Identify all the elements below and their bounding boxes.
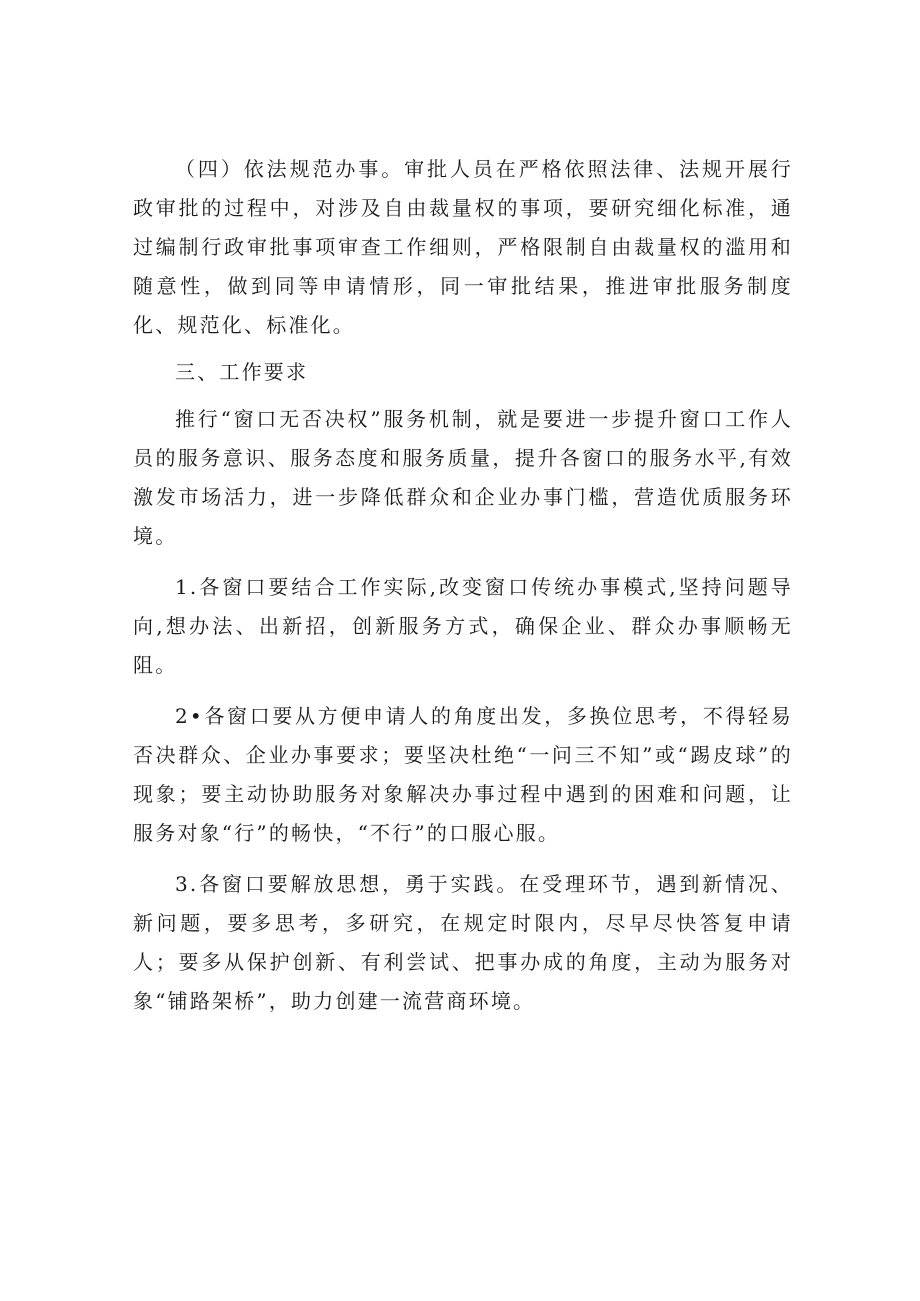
document-body [133, 150, 793, 1029]
paragraph-item-3: 3.各窗口要解放思想，勇于实践。在受理环节，遇到新情况、新问题，要多思考，多研究，在规定时限内，尽早尽快答复申请人；要多从保护创新、有利尝试、把事办成的角度，主动为服务对象“铺路架桥”，助力创建一流营商环境。 [133, 872, 793, 1013]
paragraph-item-1: 1.各窗口要结合工作实际,改变窗口传统办事模式,坚持问题导向,想办法、出新招，创新服务方式，确保企业、群众办事顺畅无阻。 [133, 575, 793, 677]
paragraph-section-four: （四）依法规范办事。审批人员在严格依照法律、法规开展行政审批的过程中，对涉及自由裁量权的事项，要研究细化标准，通过编制行政审批事项审查工作细则，严格限制自由裁量权的滥用和随意性，做到同等申请情形，同一审批结果，推进审批服务制度化、规范化、标准化。 [133, 157, 793, 337]
heading-work-requirements: 三、工作要求 [175, 360, 309, 384]
paragraph-intro: 推行“窗口无否决权”服务机制，就是要进一步提升窗口工作人员的服务意识、服务态度和服务质量，提升各窗口的服务水平,有效激发市场活力，进一步降低群众和企业办事门槛，营造优质服务环境。 [133, 407, 793, 548]
paragraph-item-2: 2•各窗口要从方便申请人的角度出发，多换位思考，不得轻易否决群众、企业办事要求；要坚决杜绝“一问三不知”或“踢皮球”的现象；要主动协助服务对象解决办事过程中遇到的困难和问题，让服务对象“行”的畅快，“不行”的口服心服。 [133, 704, 793, 845]
